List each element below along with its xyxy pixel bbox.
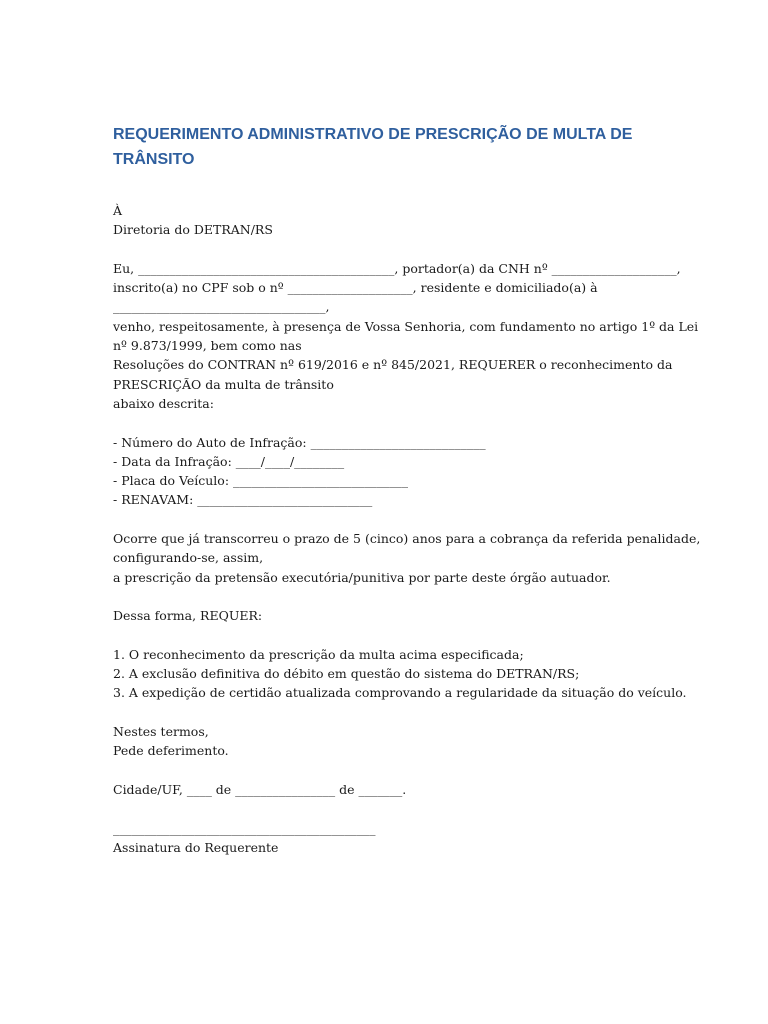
field-auto-infracao: - Número do Auto de Infração: ____________________________ <box>113 434 486 450</box>
argument-line: a prescrição da pretensão executória/punitiva por parte deste órgão autuador. <box>113 569 611 585</box>
signature-label: Assinatura do Requerente <box>113 839 279 855</box>
argument-paragraph <box>113 529 713 587</box>
intro-line: Resoluções do CONTRAN nº 619/2016 e nº 845/2021, REQUERER o reconhecimento da <box>113 357 673 373</box>
infraction-fields <box>113 433 713 510</box>
signature-block <box>113 819 713 858</box>
request-heading: Dessa forma, REQUER: <box>113 608 263 624</box>
intro-paragraph <box>113 259 713 413</box>
intro-line: abaixo descrita: <box>113 395 214 411</box>
request-item: 1. O reconhecimento da prescrição da multa acima especificada; <box>113 646 524 662</box>
date-line: Cidade/UF, ____ de ________________ de _______. <box>113 781 407 797</box>
intro-line: __________________________________, <box>113 299 330 315</box>
title-line: REQUERIMENTO ADMINISTRATIVO DE PRESCRIÇÃO DE MULTA DE <box>113 126 633 143</box>
intro-line: venho, respeitosamente, à presença de Vossa Senhoria, com fundamento no artigo 1º da Lei <box>113 318 699 334</box>
request-item: 3. A expedição de certidão atualizada comprovando a regularidade da situação do veículo. <box>113 685 687 701</box>
title-line: TRÂNSITO <box>113 151 195 168</box>
intro-line: nº 9.873/1999, bem como nas <box>113 338 302 354</box>
argument-line: configurando-se, assim, <box>113 550 264 566</box>
field-renavam: - RENAVAM: ____________________________ <box>113 492 373 508</box>
intro-line: Eu, _________________________________________, portador(a) da CNH nº ____________________, <box>113 260 681 276</box>
closing-line: Nestes termos, <box>113 724 209 740</box>
document-body <box>113 122 713 857</box>
recipient-line: À <box>113 203 123 218</box>
field-data-infracao: - Data da Infração: ____/____/________ <box>113 453 345 469</box>
request-list <box>113 645 713 703</box>
field-placa-veiculo: - Placa do Veículo: ____________________________ <box>113 473 409 489</box>
argument-line: Ocorre que já transcorreu o prazo de 5 (cinco) anos para a cobrança da referida penalidade, <box>113 531 701 547</box>
request-item: 2. A exclusão definitiva do débito em questão do sistema do DETRAN/RS; <box>113 666 580 682</box>
recipient-line: Diretoria do DETRAN/RS <box>113 222 273 238</box>
intro-line: PRESCRIÇÃO da multa de trânsito <box>113 376 334 392</box>
document-title <box>113 122 713 172</box>
closing-block <box>113 722 713 761</box>
closing-line: Pede deferimento. <box>113 743 229 759</box>
intro-line: inscrito(a) no CPF sob o nº ____________________, residente e domiciliado(a) à <box>113 280 598 296</box>
recipient-block <box>113 201 713 240</box>
signature-line: __________________________________________ <box>113 820 376 836</box>
